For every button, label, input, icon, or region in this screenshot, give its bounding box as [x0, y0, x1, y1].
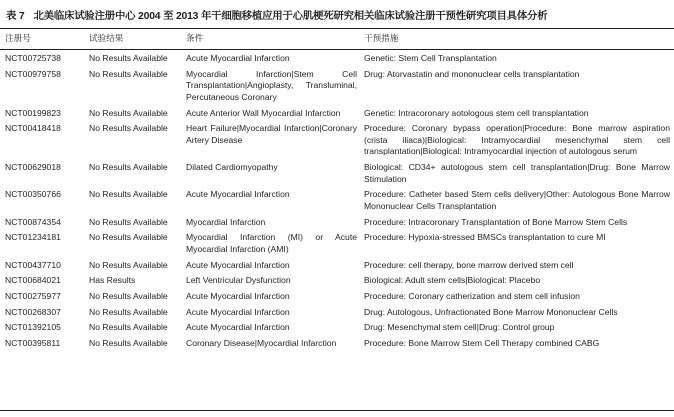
trial-id-cell: NCT00437710	[5, 259, 61, 270]
table-row	[0, 123, 674, 162]
column-header-intervention: 干预措施	[364, 33, 399, 43]
trial-result-cell: Has Results	[89, 275, 136, 286]
trial-condition-cell: Myocardial Infarction	[186, 216, 266, 227]
trial-intervention-cell: Drug: Autologous, Unfractionated Bone Marrow Mononuclear Cells	[364, 306, 618, 317]
table-row	[0, 338, 674, 354]
table-row	[0, 322, 674, 338]
trial-result-cell: No Results Available	[89, 259, 168, 270]
trial-condition-cell: Acute Myocardial Infarction	[186, 322, 290, 333]
trial-condition-cell: Acute Myocardial Infarction	[186, 189, 290, 200]
table-row	[0, 232, 674, 259]
trial-intervention-cell: Biological: Adult stem cells|Biological: Placebo	[364, 275, 541, 286]
trial-result-cell: No Results Available	[89, 338, 168, 349]
trial-intervention-cell: Biological: CD34+ autologous stem cell transplantation|Drug: Bone Marrow Stimulation	[364, 162, 670, 184]
table-row	[0, 291, 674, 307]
trial-result-cell: No Results Available	[89, 291, 168, 302]
trial-intervention-cell: Procedure: Hypoxia-stressed BMSCs transplantation to cure MI	[364, 232, 606, 243]
trial-result-cell: No Results Available	[89, 189, 168, 200]
table-title: 北美临床试验注册中心 2004 至 2013 年干细胞移植应用于心肌梗死研究相关临床试验注册干预性研究项目具体分析	[33, 11, 548, 22]
trial-result-cell: No Results Available	[89, 216, 168, 227]
table-header-row	[0, 33, 674, 49]
column-header-condition: 条件	[186, 33, 204, 43]
trial-result-cell: No Results Available	[89, 322, 168, 333]
table-row	[0, 260, 674, 276]
trial-id-cell: NCT00268307	[5, 306, 61, 317]
trial-id-cell: NCT00874354	[5, 216, 61, 227]
trial-condition-cell: Myocardial Infarction|Stem Cell Transplantation|Angioplasty, Transluminal, Percutaneous Coronary	[186, 68, 357, 102]
trial-condition-cell: Acute Myocardial Infarction	[186, 291, 290, 302]
trial-condition-cell: Myocardial Infarction (MI) or Acute Myocardial Infarction (AMI)	[186, 232, 357, 254]
trial-intervention-cell: Genetic: Intracoronary aotologous stem cell transplantation	[364, 107, 589, 118]
trial-id-cell: NCT00684021	[5, 275, 61, 286]
trial-id-cell: NCT00350766	[5, 189, 61, 200]
trial-result-cell: No Results Available	[89, 68, 168, 79]
trial-id-cell: NCT01392105	[5, 322, 61, 333]
table-number: 表 7	[6, 11, 25, 22]
trial-condition-cell: Coronary Disease|Myocardial Infarction	[186, 338, 337, 349]
trial-result-cell: No Results Available	[89, 232, 168, 243]
trial-intervention-cell: Procedure: Coronary catherization and stem cell infusion	[364, 291, 580, 302]
table-bottom-rule	[0, 410, 674, 411]
trials-table	[0, 33, 674, 354]
trial-condition-cell: Dilated Cardiomyopathy	[186, 162, 278, 173]
trial-result-cell: No Results Available	[89, 306, 168, 317]
table-row	[0, 189, 674, 216]
trial-condition-cell: Heart Failure|Myocardial Infarction|Coronary Artery Disease	[186, 123, 357, 145]
trial-condition-cell: Acute Myocardial Infarction	[186, 306, 290, 317]
table-top-rule	[0, 28, 674, 29]
trial-intervention-cell: Drug: Mesenchymal stem cell|Drug: Control group	[364, 322, 555, 333]
trial-result-cell: No Results Available	[89, 162, 168, 173]
table-row	[0, 217, 674, 233]
column-header-result: 试验结果	[89, 33, 124, 43]
trial-id-cell: NCT00395811	[5, 338, 61, 349]
trial-condition-cell: Left Ventricular Dysfunction	[186, 275, 291, 286]
trial-intervention-cell: Procedure: Catheter based Stem cells delivery|Other: Autologous Bone Marrow Mononuclear Cells Transplantation	[364, 189, 670, 211]
trial-id-cell: NCT00979758	[5, 68, 61, 79]
table-row	[0, 307, 674, 323]
trial-condition-cell: Acute Myocardial Infarction	[186, 259, 290, 270]
trial-id-cell: NCT00199823	[5, 107, 61, 118]
trial-intervention-cell: Genetic: Stem Cell Transplantation	[364, 53, 497, 63]
table-row	[0, 49, 674, 69]
trial-result-cell: No Results Available	[89, 53, 168, 63]
trial-id-cell: NCT00629018	[5, 162, 61, 173]
trial-intervention-cell: Procedure: Intracoronary Transplantation of Bone Marrow Stem Cells	[364, 216, 628, 227]
trial-intervention-cell: Procedure: cell therapy, bone marrow derived stem cell	[364, 259, 574, 270]
table-row	[0, 275, 674, 291]
trial-id-cell: NCT00725738	[5, 53, 61, 63]
table-row	[0, 162, 674, 189]
trial-intervention-cell: Drug: Atorvastatin and mononuclear cells transplantation	[364, 68, 580, 79]
trial-result-cell: No Results Available	[89, 123, 168, 134]
trial-result-cell: No Results Available	[89, 107, 168, 118]
table-caption	[6, 7, 670, 22]
column-header-id: 注册号	[5, 33, 31, 43]
trial-id-cell: NCT00418418	[5, 123, 61, 134]
table-row	[0, 69, 674, 108]
trial-id-cell: NCT00275977	[5, 291, 61, 302]
table-row	[0, 108, 674, 124]
trial-id-cell: NCT01234181	[5, 232, 61, 243]
trial-condition-cell: Acute Anterior Wall Myocardial Infarction	[186, 107, 341, 118]
trial-condition-cell: Acute Myocardial Infarction	[186, 53, 290, 63]
trial-intervention-cell: Procedure: Bone Marrow Stem Cell Therapy combined CABG	[364, 338, 600, 349]
trial-intervention-cell: Procedure: Coronary bypass operation|Procedure: Bone marrow aspiration (crista iliaca)|Biological: Intramyocardial mesenchymal stem cell transplantation|Biological: Intramyocardial injection of autologous serum	[364, 123, 670, 157]
